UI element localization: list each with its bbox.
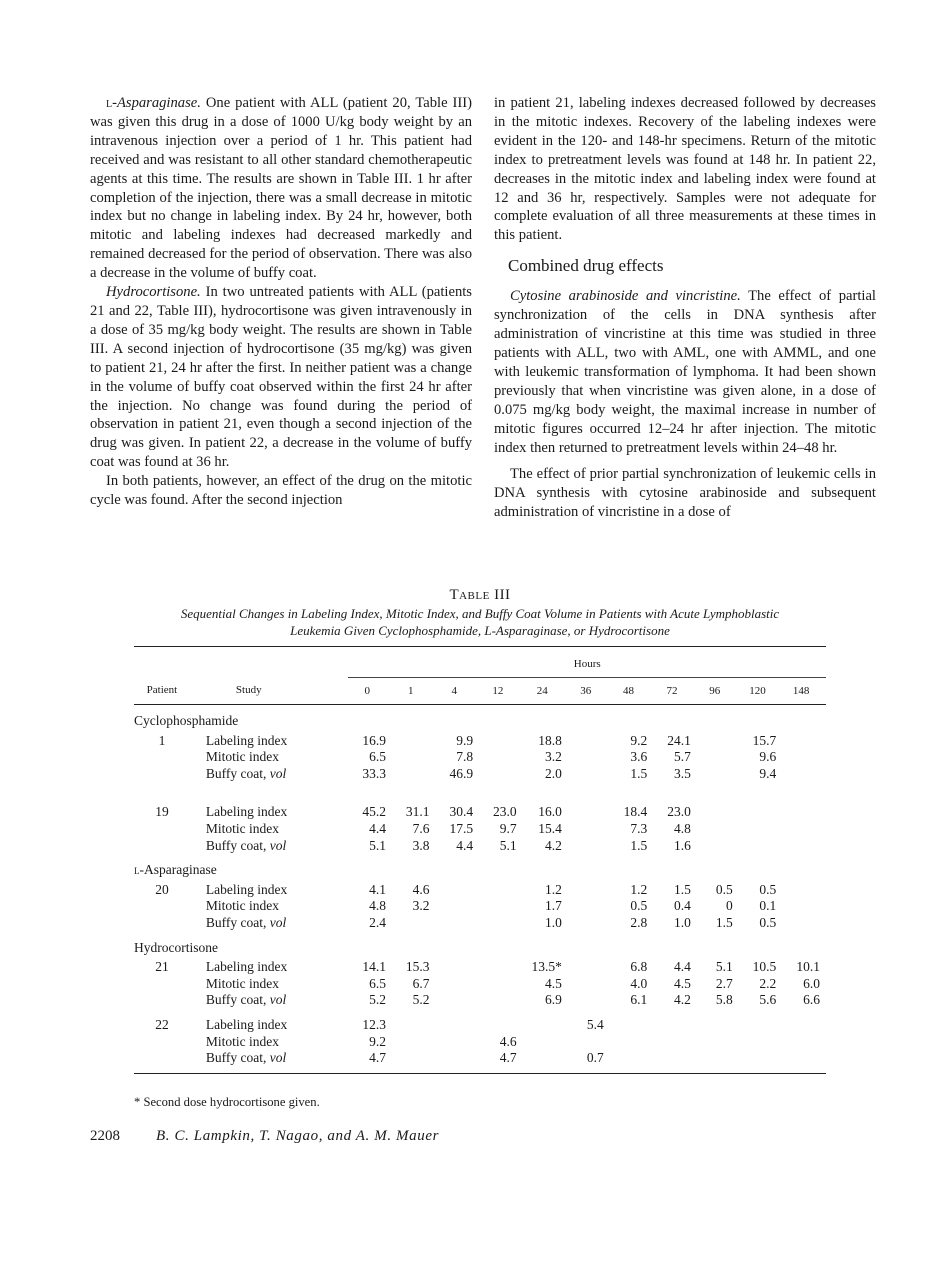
group-row (134, 854, 826, 882)
table-cell (739, 838, 783, 855)
table-row (134, 992, 826, 1009)
paragraph-cytosine-vincristine: Cytosine arabinoside and vincristine. The effect of partial synchronization of the cells in DNA synthesis after administration of vincristine at this time was studied in three patients with ALL, two with AML, one with AMML, and one with leukemic transformation of lymphoma. It had been shown previously that when vincristine was given alone, in a dose of 0.075 mg/kg body weight, the maximal increase in number of mitotic figures occurred 12–24 hr after injection. The mitotic index then returned to pretreatment levels within 24–48 hr. (494, 288, 876, 456)
table-cell: 30.4 (449, 804, 474, 820)
study-label: Mitotic index (205, 1033, 280, 1049)
table-cell (782, 915, 826, 932)
group-label: Hydrocortisone (134, 939, 218, 955)
table-cell: 6.9 (544, 992, 562, 1008)
table-caption: Sequential Changes in Labeling Index, Mitotic Index, and Buffy Coat Volume in Patients with Acute Lymphoblastic Leukemia Given Cyclophosphamide, L-Asparaginase, or Hydrocortisone (180, 606, 780, 638)
table-cell (436, 1034, 480, 1051)
table-cell: 0.5 (759, 914, 777, 930)
header-hour: 148 (792, 684, 810, 697)
table-cell: 3.8 (412, 837, 430, 853)
table-cell: 46.9 (449, 765, 474, 781)
table-cell: 6.1 (630, 992, 648, 1008)
table-cell: 18.4 (623, 804, 648, 820)
table-cell (697, 838, 739, 855)
table-bottom-rule (134, 1073, 826, 1074)
table-cell (568, 976, 610, 993)
table-cell: 13.5* (531, 959, 562, 975)
table-cell: 45.2 (362, 804, 386, 820)
table-cell: 1.5 (673, 881, 691, 897)
table-cell (568, 915, 610, 932)
table-cell: 3.2 (544, 749, 562, 765)
table-cell (523, 1050, 568, 1067)
table-cell (739, 1017, 783, 1034)
table-cell (436, 976, 480, 993)
table-cell: 5.1 (499, 837, 517, 853)
table-cell: 1.2 (544, 881, 562, 897)
table-cell: 0.1 (759, 898, 777, 914)
table-cell (479, 749, 523, 766)
table-cell: 15.4 (538, 820, 562, 836)
data-table (134, 646, 826, 1067)
table-cell (568, 959, 610, 976)
table-cell (568, 992, 610, 1009)
study-label: Buffy coat, vol (205, 765, 287, 781)
table-cell (782, 733, 826, 750)
table-cell: 5.8 (715, 992, 733, 1008)
table-row (134, 821, 826, 838)
table-cell: 4.5 (544, 975, 562, 991)
table-cell (653, 1017, 697, 1034)
patient-id (134, 766, 190, 783)
patient-id (134, 838, 190, 855)
running-authors: B. C. Lampkin, T. Nagao, and A. M. Mauer (156, 1128, 440, 1144)
run-in-heading: Hydrocortisone. (106, 284, 201, 301)
table-row (134, 1050, 826, 1067)
table-cell: 4.8 (673, 820, 691, 836)
study-label: Labeling index (205, 959, 288, 975)
table-cell: 4.0 (630, 975, 648, 991)
table-cell: 12.3 (362, 1016, 386, 1032)
section-heading: Combined drug effects (508, 256, 664, 276)
table-cell (782, 804, 826, 821)
table-cell: 9.4 (759, 765, 777, 781)
left-column (90, 94, 472, 510)
header-hour: 96 (709, 684, 721, 697)
table-cell: 5.6 (759, 992, 777, 1008)
study-label: Mitotic index (205, 749, 280, 765)
table-cell: 2.7 (715, 975, 733, 991)
table-cell: 0 (726, 898, 733, 914)
table-cell (782, 821, 826, 838)
page-number: 2208 (90, 1128, 120, 1144)
run-in-heading: l-Asparaginase. (106, 95, 201, 111)
patient-id (134, 821, 190, 838)
table-row (134, 1034, 826, 1051)
header-hour: 1 (408, 684, 414, 697)
table-cell (436, 915, 480, 932)
paragraph-prior-synchronization: The effect of prior partial synchronization of leukemic cells in DNA synthesis with cytosine arabinoside and subsequent administration of vincristine in a dose of (494, 466, 876, 521)
right-column (494, 94, 876, 522)
patient-id: 1 (158, 732, 166, 748)
table-cell (479, 766, 523, 783)
table-cell (697, 821, 739, 838)
table-cell (653, 1034, 697, 1051)
table-row (134, 959, 826, 976)
table-cell: 14.1 (362, 959, 386, 975)
table-cell: 6.0 (803, 975, 820, 991)
table-label: Table III (449, 587, 511, 603)
table-cell: 2.8 (630, 914, 648, 930)
table-cell: 0.5 (759, 881, 777, 897)
table-cell (392, 1034, 436, 1051)
table-row (134, 898, 826, 915)
table-cell (479, 959, 523, 976)
table-cell (568, 821, 610, 838)
table-cell: 4.1 (369, 881, 386, 897)
table-cell: 31.1 (405, 804, 430, 820)
table-cell (697, 766, 739, 783)
table-cell: 3.2 (412, 898, 430, 914)
table-cell: 9.9 (456, 732, 474, 748)
table-footnote: * Second dose hydrocortisone given. (134, 1095, 320, 1109)
table-cell: 4.5 (673, 975, 691, 991)
table-row (134, 804, 826, 821)
table-cell (479, 882, 523, 899)
table-cell: 6.7 (412, 975, 430, 991)
table-cell (568, 838, 610, 855)
paragraph-hydrocortisone: Hydrocortisone. In two untreated patients with ALL (patients 21 and 22, Table III), hydrocortisone was given intravenously in a dose of 35 mg/kg body weight. The results are shown in Table III. A second injection of hydrocortisone (35 mg/kg) was given to patient 21, 24 hr after the first. In neither patient was a change in the volume of buffy coat observed within the first 24 hr after the injection. No change was found during the period of observation in patient 21, even though a second injection of the drug was given. In patient 22, a decrease in the volume of buffy coat was found at 36 hr. (90, 284, 472, 471)
column-header-row (134, 678, 826, 705)
table-cell (739, 1034, 783, 1051)
table-cell: 1.5 (630, 765, 648, 781)
patient-id: 19 (155, 804, 169, 820)
table-cell: 16.0 (538, 804, 562, 820)
page-footer (90, 1128, 439, 1145)
table-cell: 1.2 (630, 881, 648, 897)
table-cell (523, 1034, 568, 1051)
header-hour: 36 (580, 684, 592, 697)
table-cell: 0.5 (630, 898, 648, 914)
table-cell (523, 1017, 568, 1034)
table-cell (479, 915, 523, 932)
table-cell (568, 749, 610, 766)
table-cell: 6.8 (630, 959, 648, 975)
table-row (134, 733, 826, 750)
table-cell: 5.1 (369, 837, 386, 853)
header-hour: 12 (492, 684, 504, 697)
header-hour: 48 (623, 684, 634, 697)
table-cell (568, 733, 610, 750)
table-cell: 15.7 (752, 732, 777, 748)
table-cell: 17.5 (449, 820, 474, 836)
table-cell (782, 749, 826, 766)
group-row (134, 705, 826, 733)
patient-id (134, 1050, 190, 1067)
table-cell (782, 1017, 826, 1034)
table-cell: 4.6 (412, 881, 430, 897)
table-cell: 7.6 (412, 820, 430, 836)
table-cell (392, 915, 436, 932)
table-row (134, 749, 826, 766)
table-cell: 2.4 (369, 914, 386, 930)
group-label: l-Asparaginase (134, 862, 217, 878)
table-cell: 4.7 (499, 1050, 517, 1066)
table-cell: 0.7 (586, 1050, 604, 1066)
hours-spanner: Hours (573, 657, 601, 670)
table-cell: 10.5 (752, 959, 777, 975)
table-cell: 4.6 (499, 1033, 517, 1049)
table-cell: 9.2 (630, 732, 648, 748)
table-cell (782, 766, 826, 783)
study-label: Mitotic index (205, 898, 280, 914)
table-cell: 24.1 (667, 732, 691, 748)
table-cell (436, 898, 480, 915)
study-label: Mitotic index (205, 820, 280, 836)
patient-id (134, 1034, 190, 1051)
header-hour: 120 (749, 684, 766, 697)
table-cell (697, 1050, 739, 1067)
table-cell: 6.6 (803, 992, 820, 1008)
table-cell (479, 898, 523, 915)
table-row (134, 976, 826, 993)
patient-id: 21 (155, 959, 169, 975)
table-cell: 9.6 (759, 749, 777, 765)
table-cell (479, 992, 523, 1009)
table-row (134, 915, 826, 932)
table-cell: 4.4 (456, 837, 474, 853)
table-cell (436, 992, 480, 1009)
table-cell (697, 749, 739, 766)
table-cell (653, 1050, 697, 1067)
table-cell: 1.5 (630, 837, 648, 853)
table-cell: 1.6 (673, 837, 691, 853)
table-cell (782, 898, 826, 915)
table-cell (610, 1050, 654, 1067)
table-cell (392, 1017, 436, 1034)
hours-spanner-row (134, 647, 826, 675)
table-cell (479, 1017, 523, 1034)
table-cell: 0.5 (715, 881, 733, 897)
table-cell (479, 733, 523, 750)
group-label: Cyclophosphamide (134, 713, 239, 728)
table-cell (782, 1034, 826, 1051)
header-study: Study (235, 684, 262, 697)
table-cell: 4.4 (673, 959, 691, 975)
table-cell: 0.4 (673, 898, 691, 914)
study-label: Labeling index (205, 804, 288, 820)
table-cell: 6.5 (369, 749, 386, 765)
table-cell (568, 804, 610, 821)
group-row (134, 932, 826, 960)
table-cell (697, 1017, 739, 1034)
study-label: Labeling index (205, 732, 288, 748)
table-cell: 5.2 (412, 992, 430, 1008)
table-cell (568, 882, 610, 899)
study-label: Buffy coat, vol (205, 992, 287, 1008)
table-cell: 2.2 (759, 975, 777, 991)
table-cell: 6.5 (369, 975, 386, 991)
table-cell: 33.3 (362, 765, 386, 781)
table-cell: 18.8 (538, 732, 562, 748)
table-cell: 3.5 (673, 765, 691, 781)
table-row (134, 882, 826, 899)
table-cell: 4.2 (544, 837, 562, 853)
table-cell: 1.5 (715, 914, 733, 930)
table-cell (568, 766, 610, 783)
table-cell (739, 821, 783, 838)
patient-id: 22 (155, 1016, 169, 1032)
table-cell (392, 749, 436, 766)
study-label: Mitotic index (205, 975, 280, 991)
table-cell (479, 976, 523, 993)
table-cell (392, 733, 436, 750)
table-cell: 2.0 (544, 765, 562, 781)
header-hour: 72 (666, 684, 678, 697)
table-cell (392, 1050, 436, 1067)
table-cell: 7.8 (456, 749, 474, 765)
table-cell: 4.2 (673, 992, 691, 1008)
table-row (134, 838, 826, 855)
table-cell (436, 882, 480, 899)
header-hour: 24 (536, 684, 548, 697)
table-cell (392, 766, 436, 783)
table-cell (697, 1034, 739, 1051)
table-row (134, 1017, 826, 1034)
study-label: Buffy coat, vol (205, 1050, 287, 1066)
table-cell: 7.3 (630, 820, 648, 836)
study-label: Labeling index (205, 881, 288, 897)
header-hour: 4 (451, 684, 458, 697)
table-cell: 5.4 (586, 1016, 604, 1032)
table-cell (610, 1034, 654, 1051)
table-cell: 4.7 (369, 1050, 386, 1066)
table-cell (568, 1034, 610, 1051)
patient-id (134, 749, 190, 766)
paragraph-both-patients: In both patients, however, an effect of the drug on the mitotic cycle was found. After the second injection (90, 473, 472, 509)
paragraph-patient-21-cont: in patient 21, labeling indexes decreased followed by decreases in the mitotic indexes. Recovery of the labeling indexes were evident in the 120- and 148-hr specimens. Return of the mitotic index to pretreatment levels was found at 148 hr. In patient 22, decreases in the mitotic index and labeling index were found at 12 and 36 hr, respectively. Samples were not adequate for complete evaluation of all three measurements at these times in this patient. (494, 95, 876, 244)
table-cell: 4.8 (369, 898, 386, 914)
table-cell: 1.0 (544, 914, 562, 930)
patient-id (134, 915, 190, 932)
table-cell: 16.9 (362, 732, 386, 748)
table-cell: 1.7 (544, 898, 562, 914)
table-cell (436, 1017, 480, 1034)
table-cell: 5.1 (715, 959, 733, 975)
run-in-heading: Cytosine arabinoside and vincristine. (510, 288, 741, 305)
study-label: Labeling index (205, 1016, 288, 1032)
patient-id: 20 (155, 881, 169, 897)
patient-id (134, 898, 190, 915)
header-hour: 0 (364, 684, 370, 697)
table-cell (782, 1050, 826, 1067)
table-cell: 4.4 (369, 820, 386, 836)
header-patient: Patient (146, 684, 178, 697)
study-label: Buffy coat, vol (205, 837, 287, 853)
table-row (134, 766, 826, 783)
table-cell: 9.7 (499, 820, 517, 836)
table-cell (436, 959, 480, 976)
table-cell: 3.6 (630, 749, 648, 765)
table-body (134, 705, 826, 1067)
table-cell (782, 838, 826, 855)
table-cell (697, 733, 739, 750)
patient-id (134, 992, 190, 1009)
table-cell (436, 1050, 480, 1067)
table-cell (568, 898, 610, 915)
table-iii (134, 586, 826, 1074)
table-cell (739, 804, 783, 821)
table-cell: 15.3 (405, 959, 430, 975)
table-cell: 10.1 (796, 959, 820, 975)
study-label: Buffy coat, vol (205, 914, 287, 930)
table-cell: 23.0 (667, 804, 691, 820)
table-cell: 23.0 (493, 804, 517, 820)
table-cell (697, 804, 739, 821)
table-cell: 9.2 (369, 1033, 386, 1049)
table-cell: 5.7 (673, 749, 691, 765)
table-cell (782, 882, 826, 899)
table-cell: 1.0 (673, 914, 691, 930)
table-cell (610, 1017, 654, 1034)
table-cell: 5.2 (369, 992, 386, 1008)
table-cell (739, 1050, 783, 1067)
paragraph-l-asparaginase: l-Asparaginase. One patient with ALL (patient 20, Table III) was given this drug in a dose of 1000 U/kg body weight by an intravenous injection over a period of 1 hr. This patient had received and was resistant to all other standard chemotherapeutic agents at this time. The results are shown in Table III. 1 hr after completion of the injection, there was a small decrease in mitotic index but no change in labeling index. By 24 hr, however, both mitotic and labeling indexes had decreased markedly and remained decreased for the period of observation. There was also a decrease in the volume of buffy coat. (90, 95, 472, 282)
patient-id (134, 976, 190, 993)
